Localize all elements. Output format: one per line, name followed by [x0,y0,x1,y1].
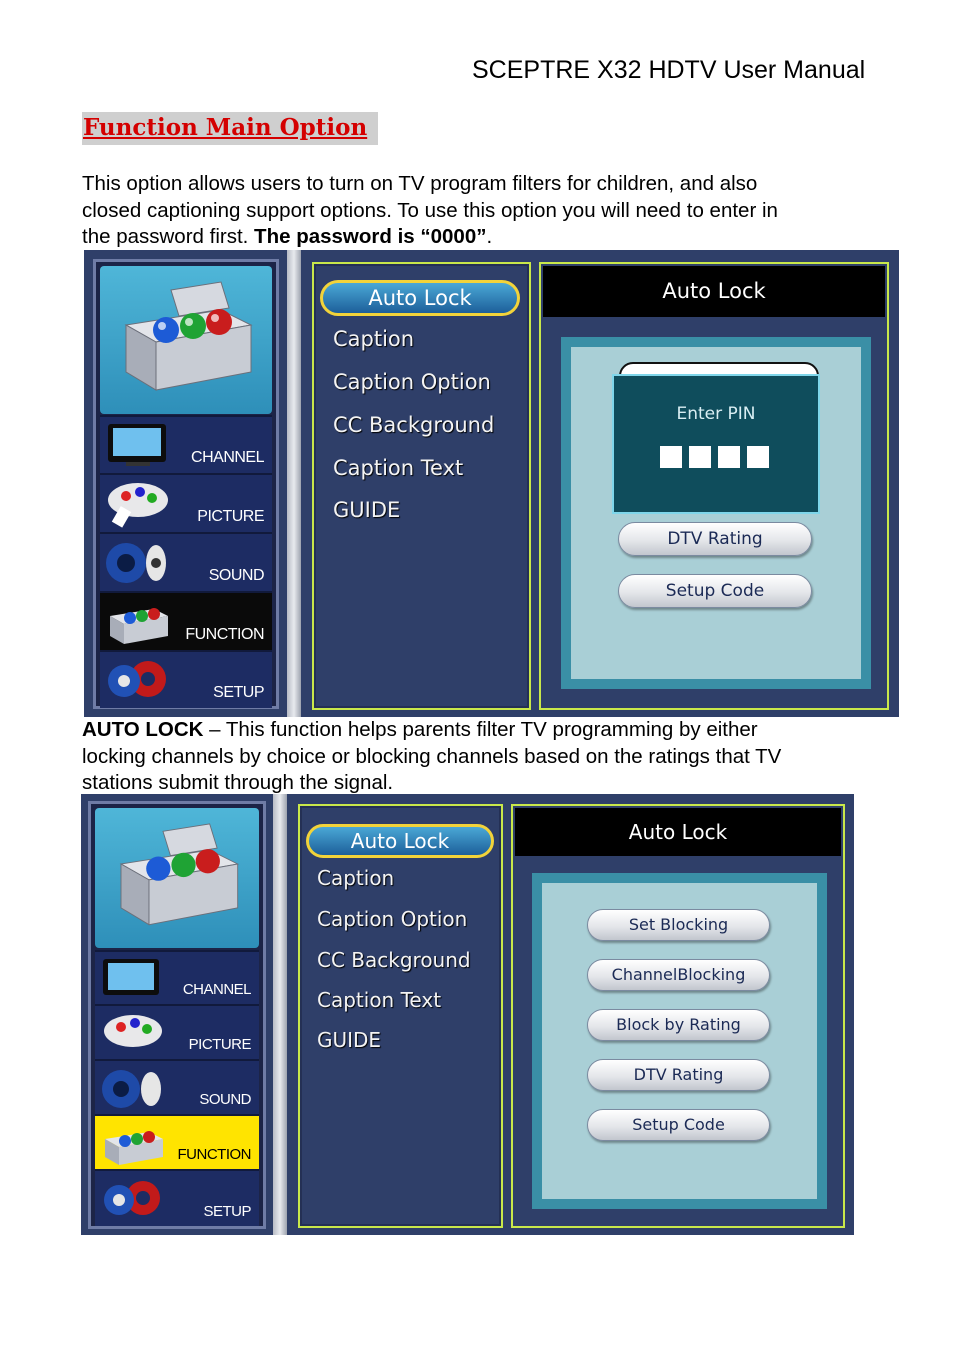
dtv-rating-button[interactable]: DTV Rating [618,522,812,556]
intro-line-3 [82,224,902,251]
menu-item-caption[interactable]: Caption [317,866,395,890]
sidebar-item-label: SOUND [199,1091,251,1108]
toolbox-icon [104,596,174,646]
menu-item-caption-option[interactable]: Caption Option [317,907,468,931]
panel-title: Auto Lock [543,266,885,317]
tv-icon [104,420,174,468]
panel-body [561,337,871,689]
sidebar-item-label: SETUP [203,1203,251,1220]
menu-item-auto-lock[interactable]: Auto Lock [320,280,520,316]
panel-divider [273,794,287,1235]
sidebar-item-label: CHANNEL [182,981,251,998]
function-preview-panel [95,808,259,948]
tv-icon [99,955,169,1003]
intro-line-3-text: the password first. [82,225,255,248]
sidebar-item-function[interactable] [100,591,272,650]
panel-divider [287,250,301,717]
menu-item-cc-background[interactable]: CC Background [333,413,495,437]
panel-inner [571,347,861,679]
sidebar-item-function[interactable] [95,1114,259,1169]
pin-label: Enter PIN [676,404,756,424]
sidebar-item-label: PICTURE [188,1036,251,1053]
intro-line-3-end: . [486,225,493,248]
sidebar-item-setup[interactable] [100,650,272,708]
toolbox-icon [111,280,261,400]
menu-item-cc-background[interactable]: CC Background [317,948,471,972]
dtv-rating-button[interactable]: DTV Rating [587,1059,770,1091]
manual-header: SCEPTRE X32 HDTV User Manual [472,56,866,84]
section-title: Function Main Option [83,114,368,141]
menu-item-guide[interactable]: GUIDE [333,498,401,522]
speaker-icon [99,1064,169,1112]
section-title-box [82,112,378,145]
sidebar-item-label: CHANNEL [191,449,264,466]
block-by-rating-button[interactable]: Block by Rating [587,1009,770,1041]
speaker-icon [104,537,174,587]
menu-item-caption-option[interactable]: Caption Option [333,370,491,394]
panel-body [532,873,827,1209]
auto-lock-panel [511,804,845,1228]
intro-line-2: closed captioning support options. To use this option you will need to enter in [82,198,778,222]
pin-digit-boxes[interactable] [660,446,776,473]
menu-item-caption-text[interactable]: Caption Text [333,456,464,480]
sidebar-item-picture[interactable] [95,1004,259,1059]
palette-icon [104,478,174,528]
auto-lock-term: AUTO LOCK [82,718,204,741]
sidebar-item-sound[interactable] [95,1059,259,1114]
tv-screen-auto-lock [81,794,854,1235]
set-blocking-button[interactable]: Set Blocking [587,909,770,941]
sidebar-item-label: SETUP [213,684,264,701]
sidebar-item-label: FUNCTION [185,626,264,643]
sidebar-item-channel[interactable] [95,950,259,1004]
menu-item-caption-text[interactable]: Caption Text [317,988,442,1012]
intro-line-1: This option allows users to turn on TV program filters for children, and also [82,172,758,195]
function-submenu [312,262,531,710]
auto-lock-paragraph [82,717,902,797]
pin-digit-box[interactable] [660,446,682,468]
menu-item-auto-lock[interactable]: Auto Lock [306,824,494,858]
gears-icon [104,655,174,705]
pin-digit-box[interactable] [718,446,740,468]
auto-lock-line-1-text: – This function helps parents filter TV programming by either [203,718,758,741]
function-submenu [298,804,503,1228]
main-menu-sidebar [88,801,266,1229]
channel-blocking-button[interactable]: ChannelBlocking [587,959,770,991]
toolbox-icon [107,822,247,934]
password-note: The password is “0000” [254,225,487,248]
menu-item-caption[interactable]: Caption [333,327,415,351]
main-menu-sidebar [93,259,279,709]
sidebar-item-picture[interactable] [100,473,272,532]
panel-title: Auto Lock [515,808,841,856]
panel-inner [542,883,817,1199]
intro-paragraph [82,171,902,251]
auto-lock-line-2: locking channels by choice or blocking channels based on the ratings that TV [82,744,782,768]
tv-screen-enter-pin [84,250,899,717]
setup-code-button[interactable]: Setup Code [587,1109,770,1141]
sidebar-item-label: FUNCTION [177,1146,251,1163]
auto-lock-line-3: stations submit through the signal. [82,771,394,794]
sidebar-item-sound[interactable] [100,532,272,591]
setup-code-button[interactable]: Setup Code [618,574,812,608]
sidebar-item-label: PICTURE [197,508,264,525]
palette-icon [99,1009,169,1057]
pin-digit-box[interactable] [689,446,711,468]
sidebar-item-label: SOUND [208,567,264,584]
sidebar-item-channel[interactable] [100,415,272,473]
auto-lock-line-1 [82,717,902,744]
sidebar-item-setup[interactable] [95,1169,259,1226]
pin-digit-box[interactable] [747,446,769,468]
pin-entry-dialog [612,374,820,514]
auto-lock-panel [539,262,889,710]
function-preview-panel [100,266,272,414]
menu-item-guide[interactable]: GUIDE [317,1028,382,1052]
gears-icon [99,1174,169,1222]
toolbox-icon [99,1119,169,1167]
